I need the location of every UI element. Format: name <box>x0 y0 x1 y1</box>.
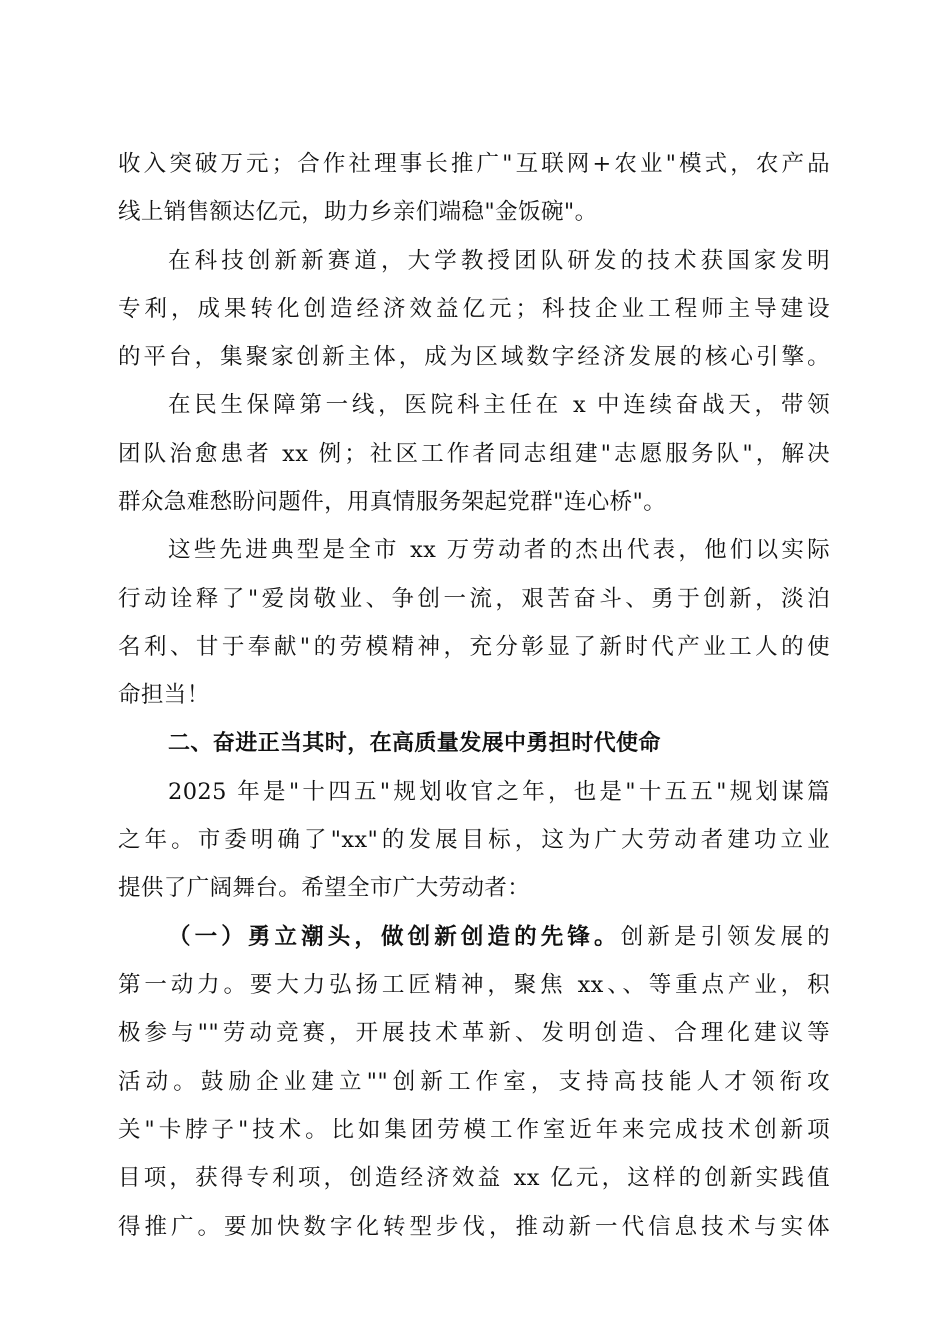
paragraph-6 <box>118 913 830 1251</box>
paragraph-line: 命担当！ <box>118 682 210 709</box>
paragraph-line: 提供了广阔舞台。希望全市广大劳动者： <box>118 875 531 902</box>
paragraph-line: 2025 年是"十四五"规划收官之年，也是"十五五"规划谋篇 <box>168 778 830 805</box>
paragraph-line: 这些先进典型是全市 xx 万劳动者的杰出代表，他们以实际 <box>168 537 830 564</box>
section-heading <box>118 720 830 768</box>
document-body <box>118 140 830 1251</box>
section-heading-text: 二、奋进正当其时，在高质量发展中勇担时代使命 <box>168 730 661 756</box>
paragraph-line: 线上销售额达亿元，助力乡亲们端稳"金饭碗"。 <box>118 199 598 226</box>
paragraph-line: 活动。鼓励企业建立""创新工作室，支持高技能人才领衔攻 <box>118 1068 830 1095</box>
paragraph-line: 第一动力。要大力弘扬工匠精神，聚焦 xx、、等重点产业，积 <box>118 972 830 999</box>
paragraph-line: 群众急难愁盼问题件，用真情服务架起党群"连心桥"。 <box>118 489 667 516</box>
paragraph-1 <box>118 140 830 237</box>
paragraph-lead-rest: 创新是引领发展的 <box>620 923 830 950</box>
paragraph-line: 团队治愈患者 xx 例；社区工作者同志组建"志愿服务队"，解决 <box>118 440 830 467</box>
paragraph-2 <box>118 237 830 382</box>
paragraph-5 <box>118 768 830 913</box>
paragraph-line: 关"卡脖子"技术。比如集团劳模工作室近年来完成技术创新项 <box>118 1116 830 1143</box>
paragraph-line: 行动诠释了"爱岗敬业、争创一流，艰苦奋斗、勇于创新，淡泊 <box>118 585 830 612</box>
paragraph-line: 在民生保障第一线，医院科主任在 x 中连续奋战天，带领 <box>168 392 830 419</box>
paragraph-line: 目项，获得专利项，创造经济效益 xx 亿元，这样的创新实践值 <box>118 1165 830 1192</box>
paragraph-line: 在科技创新新赛道，大学教授团队研发的技术获国家发明 <box>168 247 830 274</box>
paragraph-3 <box>118 381 830 526</box>
paragraph-lead-line <box>118 913 830 961</box>
paragraph-line: 收入突破万元；合作社理事长推广"互联网+农业"模式，农产品 <box>118 151 830 177</box>
paragraph-line: 名利、甘于奉献"的劳模精神，充分彰显了新时代产业工人的使 <box>118 633 830 660</box>
paragraph-line: 的平台，集聚家创新主体，成为区域数字经济发展的核心引擎。 <box>118 344 830 371</box>
subsection-title: （一）勇立潮头，做创新创造的先锋。 <box>168 923 621 950</box>
paragraph-line: 专利，成果转化创造经济效益亿元；科技企业工程师主导建设 <box>118 295 830 322</box>
paragraph-line: 之年。市委明确了"xx"的发展目标，这为广大劳动者建功立业 <box>118 827 830 854</box>
paragraph-line: 得推广。要加快数字化转型步伐，推动新一代信息技术与实体 <box>118 1213 830 1240</box>
paragraph-4 <box>118 526 830 719</box>
paragraph-line: 极参与""劳动竞赛，开展技术革新、发明创造、合理化建议等 <box>118 1020 830 1047</box>
